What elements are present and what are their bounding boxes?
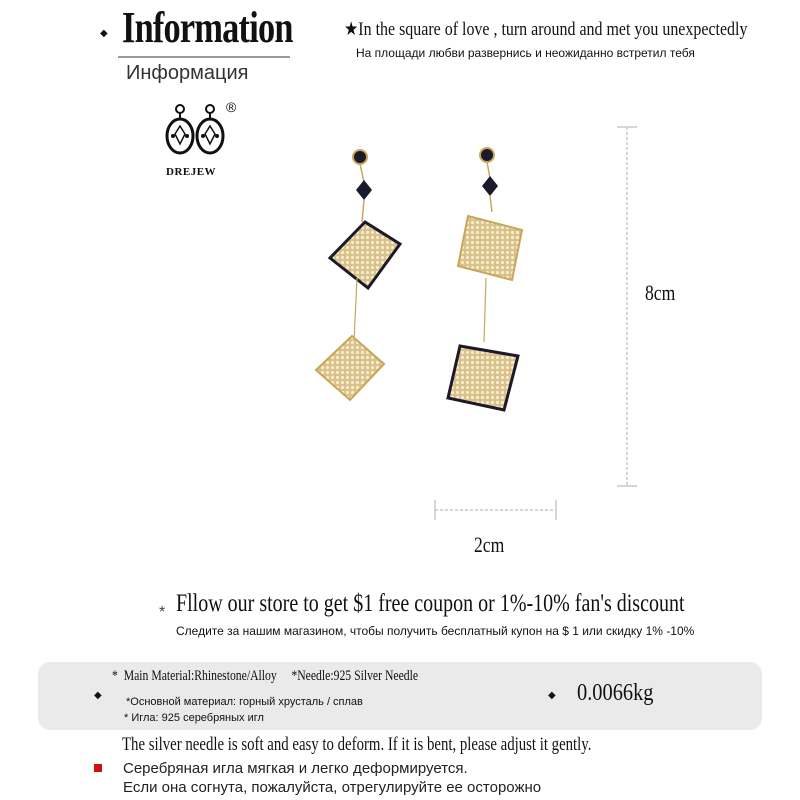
brand-name: DREJEW <box>166 166 217 178</box>
right-earring <box>448 148 522 410</box>
care-note-en-text: The silver needle is soft and easy to deform. If it is bent, please adjust it gently. <box>122 734 592 755</box>
product-image <box>300 120 680 530</box>
width-label <box>474 532 512 558</box>
width-dimension-line <box>435 500 556 520</box>
care-note-ru-line1: Серебряная игла мягкая и легко деформируется. <box>123 760 468 777</box>
promo-ru: Следите за нашим магазином, чтобы получить бесплатный купон на $ 1 или скидку 1% -10% <box>176 624 695 638</box>
tagline-ru: На площади любви развернись и неожиданно встретил тебя <box>356 46 695 60</box>
header-bullet: ◆ <box>100 28 108 39</box>
page-title-text: Information <box>122 3 293 52</box>
care-note-bullet <box>94 764 102 772</box>
promo-title-text: Fllow our store to get $1 free coupon or 1%-10% fan's discount <box>176 590 685 617</box>
page-subtitle: Информация <box>126 62 249 84</box>
spec-material-needle <box>112 668 504 685</box>
tagline-en-text: ★In the square of love , turn around and met you unexpectedly <box>344 19 748 40</box>
registered-mark: ® <box>226 100 237 115</box>
care-note-ru-line2: Если она согнута, пожалуйста, отрегулируйте ее осторожно <box>123 779 542 796</box>
spec-material-ru: *Основной материал: горный хрусталь / сплав <box>126 696 363 708</box>
tagline-en <box>344 18 800 41</box>
care-note-en <box>122 734 724 756</box>
promo-title <box>176 590 800 618</box>
title-divider <box>118 56 290 58</box>
left-earring <box>316 150 400 400</box>
spec-bullet-right: ◆ <box>548 690 556 701</box>
spec-bullet-left: ◆ <box>94 690 102 701</box>
promo-star: * <box>159 604 166 621</box>
height-value: 8cm <box>645 280 676 305</box>
weight-text: 0.0066kg <box>577 680 654 706</box>
width-value: 2cm <box>474 532 505 557</box>
weight-value <box>577 680 667 707</box>
spec-needle-ru: * Игла: 925 серебряных игл <box>124 712 264 724</box>
height-label <box>645 280 683 306</box>
page-title <box>122 2 341 53</box>
earring-logo-icon <box>167 105 223 153</box>
spec-line-text: * Main Material:Rhinestone/Alloy *Needle:925 Silver Needle <box>112 668 419 684</box>
height-dimension-line <box>617 127 637 486</box>
